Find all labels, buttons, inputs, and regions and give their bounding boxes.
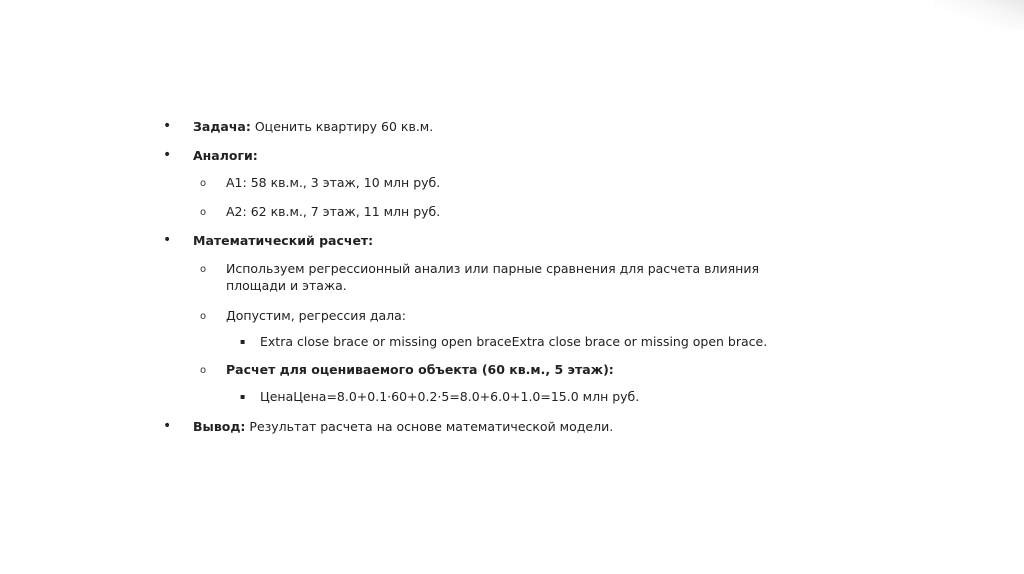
sub-sub-bullet-marker: ▪ bbox=[240, 392, 246, 401]
conclusion-label: Вывод: bbox=[193, 419, 246, 434]
sub-bullet-marker: o bbox=[200, 365, 207, 376]
sub-sub-bullet-marker: ▪ bbox=[240, 337, 246, 346]
list-item-analogs bbox=[193, 147, 258, 164]
list-item-analog-a1: А1: 58 кв.м., 3 этаж, 10 млн руб. bbox=[226, 175, 441, 190]
sub-bullet-marker: o bbox=[200, 207, 207, 218]
sub-bullet-marker: o bbox=[200, 311, 207, 322]
list-item-regression: Используем регрессионный анализ или парные сравнения для расчета влияния площади и этажа. bbox=[226, 261, 759, 293]
bullet-marker: • bbox=[163, 147, 172, 163]
list-item-task bbox=[193, 118, 433, 135]
calc-label: Расчет для оцениваемого объекта (60 кв.м., 5 этаж): bbox=[226, 362, 614, 377]
list-item-math bbox=[193, 232, 373, 249]
list-item-suppose: Допустим, регрессия дала: bbox=[226, 308, 406, 323]
list-item-formula: ЦенаЦена=8.0+0.1·60+0.2·5=8.0+6.0+1.0=15.0 млн руб. bbox=[260, 389, 640, 404]
list-item-conclusion bbox=[193, 418, 613, 435]
math-label: Математический расчет: bbox=[193, 233, 374, 248]
task-text: Оценить квартиру 60 кв.м. bbox=[250, 119, 434, 134]
bullet-marker: • bbox=[163, 232, 172, 248]
list-item-error-text: Extra close brace or missing open braceExtra close brace or missing open brace. bbox=[260, 334, 768, 349]
list-item-analog-a2: А2: 62 кв.м., 7 этаж, 11 млн руб. bbox=[226, 204, 441, 219]
list-item-calc bbox=[226, 361, 614, 378]
task-label: Задача: bbox=[193, 119, 251, 134]
bullet-marker: • bbox=[163, 418, 172, 434]
sub-bullet-marker: o bbox=[200, 264, 207, 275]
conclusion-text: Результат расчета на основе математической модели. bbox=[245, 419, 614, 434]
analogs-label: Аналоги: bbox=[193, 148, 258, 163]
sub-bullet-marker: o bbox=[200, 178, 207, 189]
bullet-marker: • bbox=[163, 118, 172, 134]
